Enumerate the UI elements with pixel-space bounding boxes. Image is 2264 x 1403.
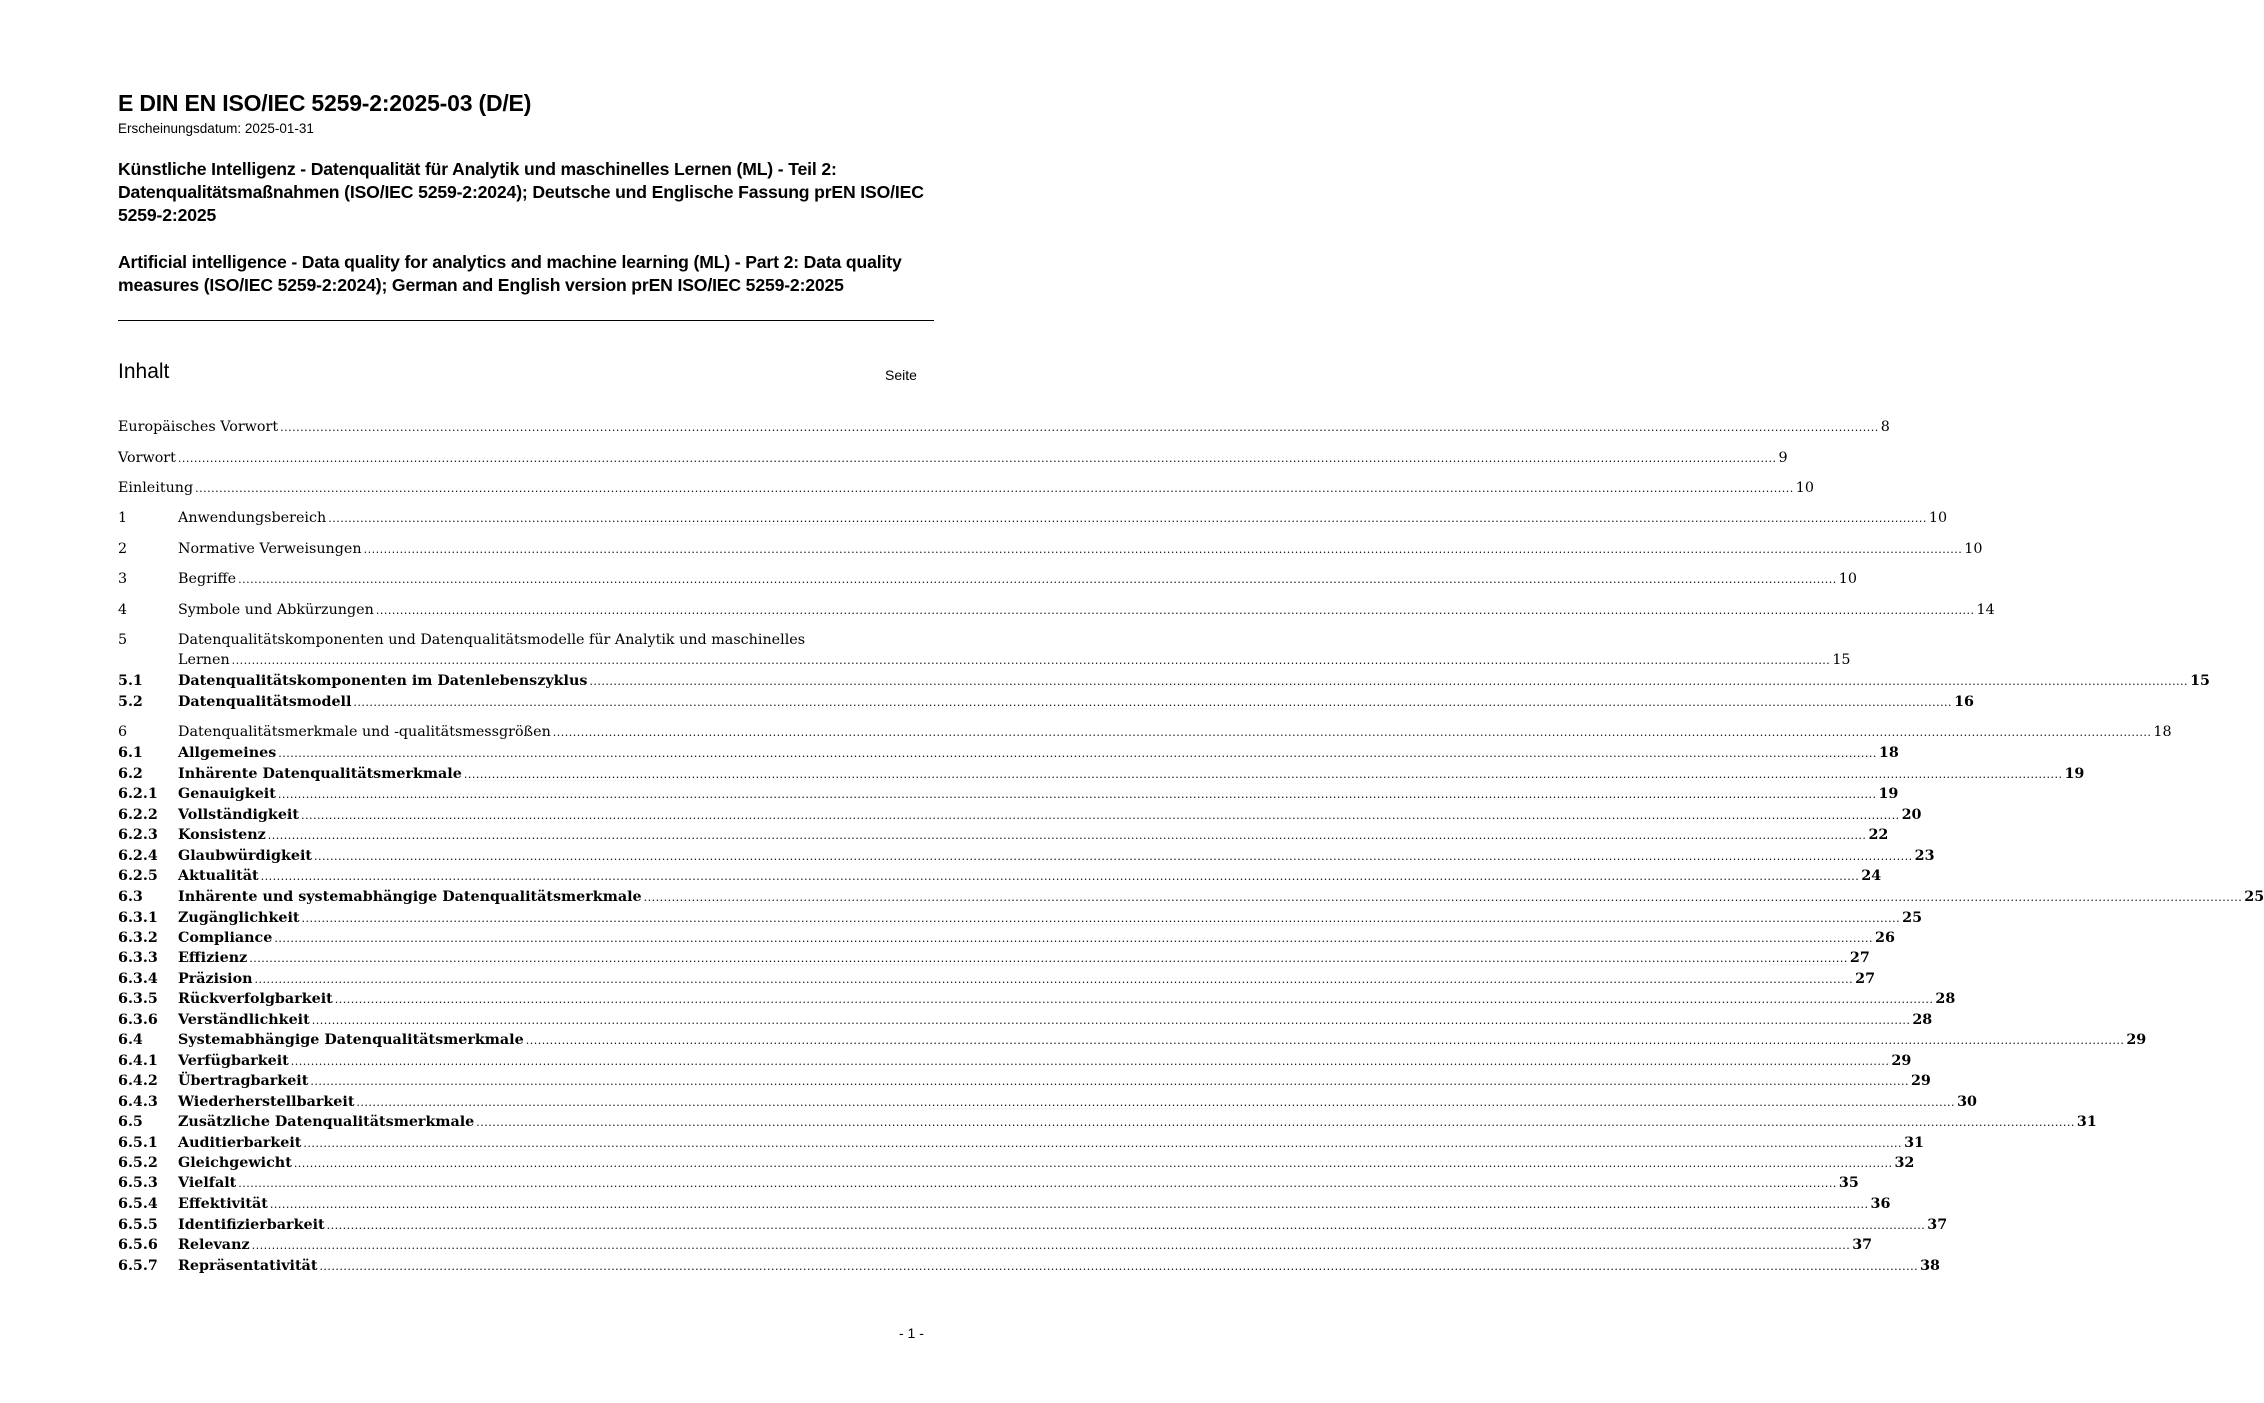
toc-entry[interactable] bbox=[118, 1071, 1931, 1091]
toc-entry[interactable] bbox=[118, 969, 1876, 989]
toc-leader-dots: ................................................................................................................................................................................................................................................................................................................................................................................................................ bbox=[293, 1157, 1893, 1170]
toc-entry-page: 22 bbox=[1868, 827, 1889, 843]
toc-entry-label: Übertragbarkeit bbox=[178, 1073, 309, 1089]
toc-entry-page: 14 bbox=[1976, 602, 1995, 618]
toc-entry[interactable] bbox=[118, 1010, 1933, 1030]
toc-leader-dots: ................................................................................................................................................................................................................................................................................................................................................................................................................ bbox=[643, 891, 2243, 904]
toc-entry-number: 6.5.2 bbox=[118, 1155, 158, 1171]
toc-entry[interactable] bbox=[118, 671, 2210, 691]
toc-entry-page: 10 bbox=[1838, 571, 1857, 587]
toc-entry-page: 24 bbox=[1861, 868, 1882, 884]
toc-entry-page: 26 bbox=[1875, 930, 1895, 946]
toc-entry-number: 6.3.6 bbox=[118, 1012, 158, 1028]
toc-leader-dots: ................................................................................................................................................................................................................................................................................................................................................................................................................ bbox=[254, 973, 1854, 986]
toc-entry-number: 6.3.5 bbox=[118, 991, 158, 1007]
toc-entry-page: 28 bbox=[1912, 1012, 1933, 1028]
toc-entry-page: 27 bbox=[1849, 950, 1870, 966]
toc-entry-label: Präzision bbox=[178, 971, 253, 987]
toc-entry-number: 1 bbox=[118, 510, 128, 526]
toc-entry-number: 2 bbox=[118, 541, 128, 557]
toc-leader-dots: ................................................................................................................................................................................................................................................................................................................................................................................................................ bbox=[552, 726, 2152, 739]
toc-entry-number: 5 bbox=[118, 632, 128, 648]
toc-entry-label: Verständlichkeit bbox=[178, 1012, 310, 1028]
toc-entry-label: Datenqualitätsmodell bbox=[178, 694, 352, 710]
toc-entry-number: 6.5.5 bbox=[118, 1217, 158, 1233]
toc-entry[interactable] bbox=[118, 1092, 1977, 1112]
toc-heading: Inhalt bbox=[118, 360, 170, 383]
toc-entry[interactable] bbox=[118, 722, 2172, 742]
toc-entry-page: 16 bbox=[1954, 694, 1974, 710]
toc-entry-page: 29 bbox=[1891, 1053, 1912, 1069]
toc-leader-dots: ................................................................................................................................................................................................................................................................................................................................................................................................................ bbox=[249, 952, 1848, 965]
toc-leader-dots: ................................................................................................................................................................................................................................................................................................................................................................................................................ bbox=[310, 1075, 1909, 1088]
toc-leader-dots: ................................................................................................................................................................................................................................................................................................................................................................................................................ bbox=[300, 809, 1900, 822]
toc-leader-dots: ................................................................................................................................................................................................................................................................................................................................................................................................................ bbox=[363, 543, 1963, 556]
toc-entry-label: Glaubwürdigkeit bbox=[178, 848, 312, 864]
toc-leader-dots: ................................................................................................................................................................................................................................................................................................................................................................................................................ bbox=[525, 1034, 2125, 1047]
toc-entry-label: Rückverfolgbarkeit bbox=[178, 991, 333, 1007]
toc-entry-label: Zusätzliche Datenqualitätsmerkmale bbox=[178, 1114, 475, 1130]
toc-entry-label: Effizienz bbox=[178, 950, 248, 966]
toc-entry-label: Vorwort bbox=[118, 450, 176, 466]
toc-entry-label: Europäisches Vorwort bbox=[118, 419, 279, 435]
toc-entry-label: Wiederherstellbarkeit bbox=[178, 1094, 355, 1110]
toc-entry[interactable] bbox=[118, 825, 1889, 845]
toc-entry-page: 25 bbox=[1902, 910, 1923, 926]
toc-entry[interactable] bbox=[118, 569, 1857, 589]
toc-entry-page: 19 bbox=[2064, 766, 2085, 782]
toc-leader-dots: ................................................................................................................................................................................................................................................................................................................................................................................................................ bbox=[238, 573, 1837, 586]
toc-leader-dots: ................................................................................................................................................................................................................................................................................................................................................................................................................ bbox=[463, 768, 2063, 781]
toc-entry[interactable] bbox=[118, 1112, 2097, 1132]
toc-entry-number: 3 bbox=[118, 571, 128, 587]
toc-page-column-label: Seite bbox=[885, 367, 917, 383]
toc-entry-page: 9 bbox=[1778, 450, 1788, 466]
toc-leader-dots: ................................................................................................................................................................................................................................................................................................................................................................................................................ bbox=[267, 829, 1867, 842]
toc-entry[interactable] bbox=[118, 539, 1983, 559]
toc-entry-page: 15 bbox=[1832, 652, 1851, 668]
toc-entry-number: 6.5.7 bbox=[118, 1258, 158, 1274]
toc-entry[interactable] bbox=[118, 846, 1935, 866]
toc-entry-number: 6.3.3 bbox=[118, 950, 158, 966]
toc-entry-label: Systemabhängige Datenqualitätsmerkmale bbox=[178, 1032, 524, 1048]
toc-entry[interactable] bbox=[118, 866, 1882, 886]
toc-entry-page: 10 bbox=[1928, 510, 1948, 526]
toc-entry[interactable] bbox=[118, 784, 1899, 804]
toc-entry-label: Identifizierbarkeit bbox=[178, 1217, 325, 1233]
toc-entry[interactable] bbox=[118, 508, 1948, 528]
toc-entry-page: 28 bbox=[1935, 991, 1956, 1007]
toc-entry-page: 27 bbox=[1855, 971, 1876, 987]
toc-entry-label: Inhärente Datenqualitätsmerkmale bbox=[178, 766, 462, 782]
toc-leader-dots: ................................................................................................................................................................................................................................................................................................................................................................................................................ bbox=[356, 1096, 1956, 1109]
publication-date: Erscheinungsdatum: 2025-01-31 bbox=[118, 121, 314, 136]
toc-entry-number: 6.2.3 bbox=[118, 827, 158, 843]
toc-entry-number: 6.5.1 bbox=[118, 1135, 158, 1151]
toc-entry[interactable] bbox=[118, 1173, 1859, 1193]
toc-entry-number: 6.4.2 bbox=[118, 1073, 158, 1089]
toc-entry-label: Allgemeines bbox=[178, 745, 277, 761]
toc-leader-dots: ................................................................................................................................................................................................................................................................................................................................................................................................................ bbox=[274, 932, 1874, 945]
toc-entry-label: Verfügbarkeit bbox=[178, 1053, 289, 1069]
toc-entry-label: Aktualität bbox=[178, 868, 259, 884]
toc-entry-number: 6.2.1 bbox=[118, 786, 158, 802]
toc-entry[interactable] bbox=[118, 805, 1922, 825]
toc-leader-dots: ................................................................................................................................................................................................................................................................................................................................................................................................................ bbox=[269, 1198, 1869, 1211]
toc-entry-page: 23 bbox=[1914, 848, 1935, 864]
toc-entry[interactable] bbox=[118, 1235, 1873, 1255]
toc-entry-page: 29 bbox=[1910, 1073, 1931, 1089]
toc-entry[interactable] bbox=[118, 417, 1890, 437]
toc-entry[interactable] bbox=[118, 1215, 1948, 1235]
toc-entry-label: Symbole und Abkürzungen bbox=[178, 602, 374, 618]
toc-leader-dots: ................................................................................................................................................................................................................................................................................................................................................................................................................ bbox=[290, 1055, 1890, 1068]
toc-leader-dots: ................................................................................................................................................................................................................................................................................................................................................................................................................ bbox=[177, 452, 1777, 465]
toc-entry-label: Normative Verweisungen bbox=[178, 541, 362, 557]
toc-leader-dots: ................................................................................................................................................................................................................................................................................................................................................................................................................ bbox=[476, 1116, 2075, 1129]
toc-entry-number: 6.1 bbox=[118, 745, 143, 761]
toc-entry-page: 20 bbox=[1901, 807, 1922, 823]
toc-entry[interactable] bbox=[118, 764, 2085, 784]
toc-entry-number: 5.1 bbox=[118, 673, 143, 689]
toc-entry-label: Auditierbarkeit bbox=[178, 1135, 302, 1151]
toc-entry-page: 38 bbox=[1920, 1258, 1940, 1274]
toc-entry-page: 31 bbox=[2076, 1114, 2097, 1130]
toc-entry[interactable] bbox=[118, 1256, 1940, 1276]
toc-entry-page: 18 bbox=[1878, 745, 1899, 761]
toc-entry-label: Datenqualitätskomponenten im Datenlebenszyklus bbox=[178, 673, 588, 689]
toc-entry-label: Relevanz bbox=[178, 1237, 250, 1253]
toc-entry-label: Genauigkeit bbox=[178, 786, 276, 802]
document-id: E DIN EN ISO/IEC 5259-2:2025-03 (D/E) bbox=[118, 90, 532, 116]
toc-leader-dots: ................................................................................................................................................................................................................................................................................................................................................................................................................ bbox=[231, 654, 1831, 667]
toc-leader-dots: ................................................................................................................................................................................................................................................................................................................................................................................................................ bbox=[238, 1177, 1837, 1190]
toc-leader-dots: ................................................................................................................................................................................................................................................................................................................................................................................................................ bbox=[353, 696, 1953, 709]
toc-entry-label: Compliance bbox=[178, 930, 273, 946]
toc-entry-number: 6.5.6 bbox=[118, 1237, 158, 1253]
toc-entry-number: 6.2.4 bbox=[118, 848, 158, 864]
toc-entry[interactable] bbox=[118, 1133, 1924, 1153]
toc-entry-page: 29 bbox=[2126, 1032, 2147, 1048]
toc-entry-number: 6.4 bbox=[118, 1032, 143, 1048]
toc-entry-label-continued: Lernen bbox=[178, 652, 230, 668]
toc-leader-dots: ................................................................................................................................................................................................................................................................................................................................................................................................................ bbox=[260, 870, 1860, 883]
toc-entry-page: 32 bbox=[1894, 1155, 1915, 1171]
title-german: Künstliche Intelligenz - Datenqualität für Analytik und maschinelles Lernen (ML) - Teil 2: Datenqualitätsmaßnahmen (ISO/IEC 5259-2:2024); Deutsche und Englische Fassung prEN ISO/IEC 5259-2:2025 bbox=[118, 159, 924, 225]
toc-entry-label: Vollständigkeit bbox=[178, 807, 299, 823]
toc-leader-dots: ................................................................................................................................................................................................................................................................................................................................................................................................................ bbox=[314, 850, 1913, 863]
toc-entry-number: 6.4.1 bbox=[118, 1053, 158, 1069]
toc-entry-number: 6.2 bbox=[118, 766, 143, 782]
toc-leader-dots: ................................................................................................................................................................................................................................................................................................................................................................................................................ bbox=[589, 675, 2189, 688]
toc-entry-label: Begriffe bbox=[178, 571, 237, 587]
toc-leader-dots: ................................................................................................................................................................................................................................................................................................................................................................................................................ bbox=[251, 1239, 1851, 1252]
toc-entry-page: 15 bbox=[2190, 673, 2210, 689]
toc-leader-dots: ................................................................................................................................................................................................................................................................................................................................................................................................................ bbox=[277, 788, 1877, 801]
toc-entry-number: 6.3.1 bbox=[118, 910, 158, 926]
toc-entry-number: 6.3 bbox=[118, 889, 143, 905]
toc-entry-page: 18 bbox=[2153, 724, 2172, 740]
toc-entry-page: 36 bbox=[1870, 1196, 1891, 1212]
toc-entry-page: 35 bbox=[1838, 1175, 1859, 1191]
toc-entry-page: 31 bbox=[1904, 1135, 1924, 1151]
toc-entry-label: Gleichgewicht bbox=[178, 1155, 292, 1171]
toc-entry-number: 6.5.4 bbox=[118, 1196, 158, 1212]
toc-entry-label: Datenqualitätskomponenten und Datenqualitätsmodelle für Analytik und maschinelles bbox=[178, 632, 806, 648]
toc-leader-dots: ................................................................................................................................................................................................................................................................................................................................................................................................................ bbox=[311, 1014, 1911, 1027]
toc-leader-dots: ................................................................................................................................................................................................................................................................................................................................................................................................................ bbox=[375, 604, 1975, 617]
toc-entry-page: 37 bbox=[1927, 1217, 1948, 1233]
toc-entry-page: 8 bbox=[1880, 419, 1890, 435]
toc-entry[interactable] bbox=[118, 448, 1788, 468]
toc-leader-dots: ................................................................................................................................................................................................................................................................................................................................................................................................................ bbox=[195, 482, 1794, 495]
toc-entry-label: Vielfalt bbox=[178, 1175, 237, 1191]
toc-entry-page: 37 bbox=[1852, 1237, 1873, 1253]
toc-leader-dots: ................................................................................................................................................................................................................................................................................................................................................................................................................ bbox=[280, 421, 1879, 434]
toc-entry[interactable] bbox=[118, 887, 2264, 907]
toc-entry-number: 5.2 bbox=[118, 694, 143, 710]
toc-entry[interactable] bbox=[118, 1153, 1915, 1173]
toc-entry[interactable] bbox=[118, 478, 1814, 498]
toc-entry-label: Inhärente und systemabhängige Datenqualitätsmerkmale bbox=[178, 889, 642, 905]
toc-leader-dots: ................................................................................................................................................................................................................................................................................................................................................................................................................ bbox=[301, 912, 1901, 925]
toc-entry-page: 19 bbox=[1878, 786, 1899, 802]
toc-entry-number: 6.3.4 bbox=[118, 971, 158, 987]
toc-entry-number: 6.2.2 bbox=[118, 807, 158, 823]
toc-entry-number: 4 bbox=[118, 602, 128, 618]
toc-entry-label: Datenqualitätsmerkmale und -qualitätsmessgrößen bbox=[178, 724, 551, 740]
toc-leader-dots: ................................................................................................................................................................................................................................................................................................................................................................................................................ bbox=[319, 1260, 1919, 1273]
toc-entry[interactable] bbox=[118, 1194, 1891, 1214]
toc-entry-page: 10 bbox=[1795, 480, 1814, 496]
toc-entry-number: 6.3.2 bbox=[118, 930, 158, 946]
toc-entry-number: 6 bbox=[118, 724, 128, 740]
toc-entry-label: Anwendungsbereich bbox=[178, 510, 327, 526]
toc-entry[interactable] bbox=[118, 908, 1923, 928]
toc-entry[interactable] bbox=[118, 630, 1851, 670]
toc-entry[interactable] bbox=[118, 948, 1870, 968]
toc-entry-label: Konsistenz bbox=[178, 827, 266, 843]
toc-entry[interactable] bbox=[118, 928, 1895, 948]
toc-leader-dots: ................................................................................................................................................................................................................................................................................................................................................................................................................ bbox=[303, 1137, 1903, 1150]
toc-entry-label: Einleitung bbox=[118, 480, 194, 496]
toc-entry[interactable] bbox=[118, 600, 1995, 620]
toc-entry[interactable] bbox=[118, 1030, 2147, 1050]
title-divider bbox=[118, 320, 934, 321]
title-english: Artificial intelligence - Data quality for analytics and machine learning (ML) - Part 2: Data quality measures (ISO/IEC 5259-2:2024); German and English version prEN ISO/IEC 5259-2:2025 bbox=[118, 252, 902, 295]
toc-entry[interactable] bbox=[118, 989, 1956, 1009]
toc-entry[interactable] bbox=[118, 743, 1899, 763]
toc-leader-dots: ................................................................................................................................................................................................................................................................................................................................................................................................................ bbox=[278, 747, 1877, 760]
toc-leader-dots: ................................................................................................................................................................................................................................................................................................................................................................................................................ bbox=[334, 993, 1934, 1006]
toc-entry[interactable] bbox=[118, 692, 1974, 712]
toc-leader-dots: ................................................................................................................................................................................................................................................................................................................................................................................................................ bbox=[326, 1219, 1926, 1232]
toc-entry-page: 10 bbox=[1964, 541, 1983, 557]
toc-entry-number: 6.5 bbox=[118, 1114, 143, 1130]
toc-entry-number: 6.4.3 bbox=[118, 1094, 158, 1110]
toc-entry-label: Effektivität bbox=[178, 1196, 268, 1212]
toc-entry-label: Zugänglichkeit bbox=[178, 910, 300, 926]
page-number: - 1 - bbox=[899, 1325, 924, 1341]
toc-entry-page: 30 bbox=[1957, 1094, 1977, 1110]
toc-entry[interactable] bbox=[118, 1051, 1912, 1071]
toc-entry-page: 25 bbox=[2244, 889, 2264, 905]
toc-leader-dots: ................................................................................................................................................................................................................................................................................................................................................................................................................ bbox=[328, 512, 1927, 525]
toc-entry-number: 6.5.3 bbox=[118, 1175, 158, 1191]
toc-entry-label: Repräsentativität bbox=[178, 1258, 318, 1274]
toc-entry-number: 6.2.5 bbox=[118, 868, 158, 884]
